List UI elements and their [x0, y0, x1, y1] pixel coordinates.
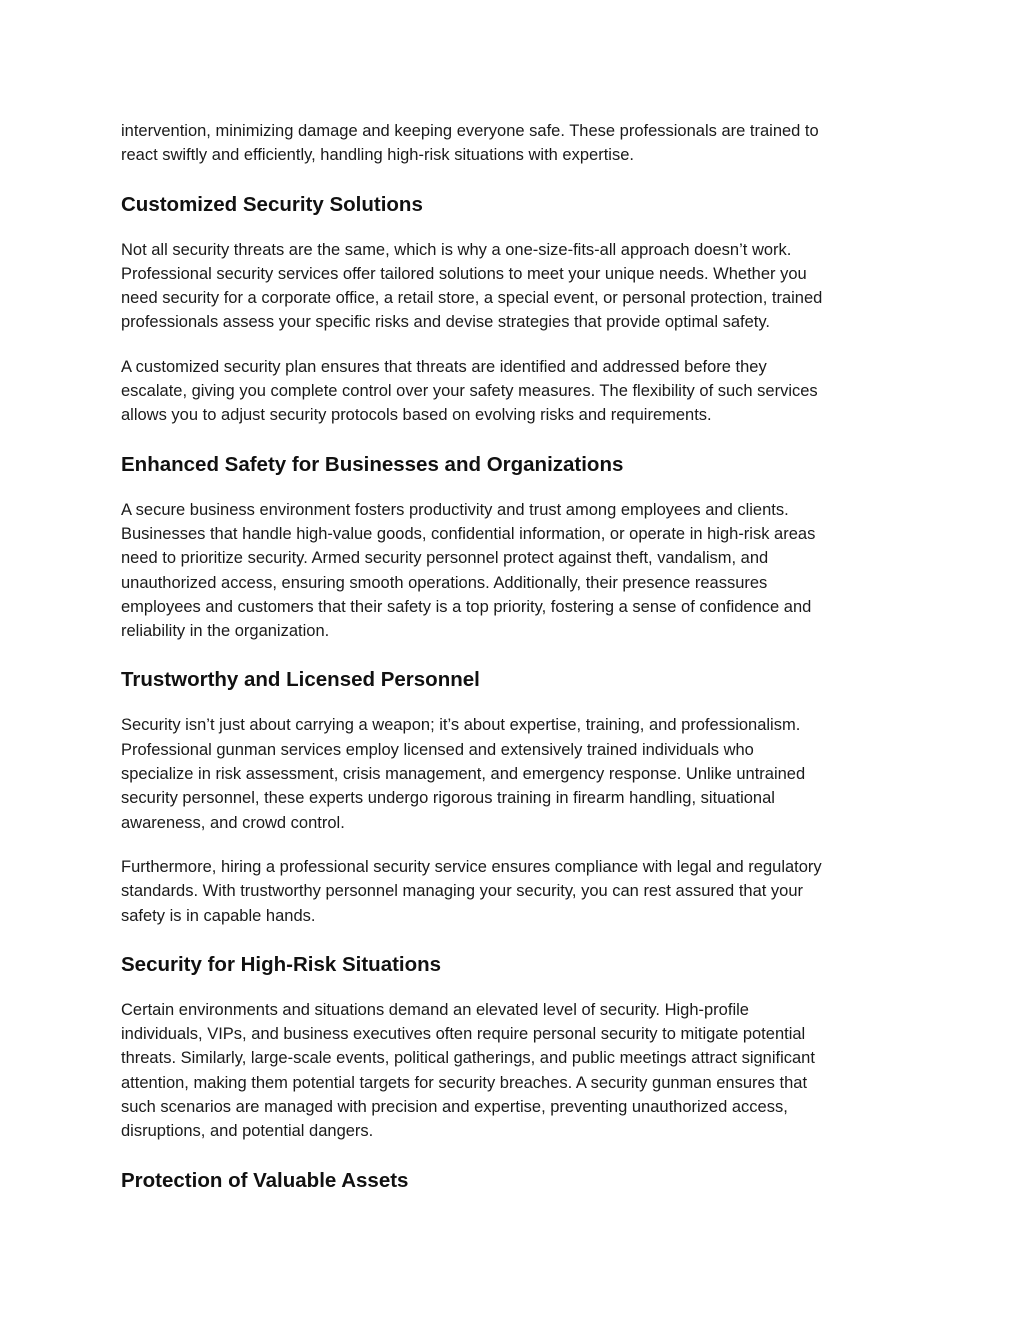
paragraph-elevated-security: Certain environments and situations demand an elevated level of security. High-profile individuals, VIPs, and business executives often require personal security to mitigate potential threats. Similarly, large-scale events, political gatherings, and public meetings attract significant attention, making them potential targets for security breaches. A security gunman ensures that such scenarios are managed with precision and expertise, preventing unauthorized access, disruptions, and potential dangers. — [121, 1000, 815, 1141]
document-page — [121, 119, 911, 1194]
paragraph-tailored-solutions: Not all security threats are the same, which is why a one-size-fits-all approach doesn’t work. Professional security services offer tailored solutions to meet your unique needs. Whether you need security for a corporate office, a retail store, a special event, or personal protection, trained professionals assess your specific risks and devise strategies that provide optimal safety. — [121, 240, 823, 332]
paragraph-expertise-training: Security isn’t just about carrying a weapon; it’s about expertise, training, and professionalism. Professional gunman services employ licensed and extensively trained individuals who specialize in risk assessment, crisis management, and emergency response. Unlike untrained security personnel, these experts undergo rigorous training in firearm handling, situational awareness, and crowd control. — [121, 716, 806, 832]
paragraph-compliance: Furthermore, hiring a professional security service ensures compliance with legal and regulatory standards. With trustworthy personnel managing your security, you can rest assured that your safety is in capable hands. — [121, 857, 822, 925]
paragraph-secure-business: A secure business environment fosters productivity and trust among employees and clients. Businesses that handle high-value goods, confidential information, or operate in high-risk areas need to prioritize security. Armed security personnel protect against theft, vandalism, and unauthorized access, ensuring smooth operations. Additionally, their presence reassures employees and customers that their safety is a top priority, fostering a sense of confidence and reliability in the organization. — [121, 500, 816, 641]
heading-valuable-assets: Protection of Valuable Assets — [121, 1168, 409, 1192]
heading-enhanced-safety: Enhanced Safety for Businesses and Organizations — [121, 452, 624, 476]
paragraph-intervention: intervention, minimizing damage and keeping everyone safe. These professionals are trained to react swiftly and efficiently, handling high-risk situations with expertise. — [121, 122, 819, 165]
heading-high-risk-situations: Security for High-Risk Situations — [121, 952, 442, 976]
heading-trustworthy-personnel: Trustworthy and Licensed Personnel — [121, 668, 480, 692]
heading-customized-security-solutions: Customized Security Solutions — [121, 192, 423, 216]
paragraph-customized-plan: A customized security plan ensures that threats are identified and addressed before they escalate, giving you complete control over your safety measures. The flexibility of such services allows you to adjust security protocols based on evolving risks and requirements. — [121, 357, 818, 425]
